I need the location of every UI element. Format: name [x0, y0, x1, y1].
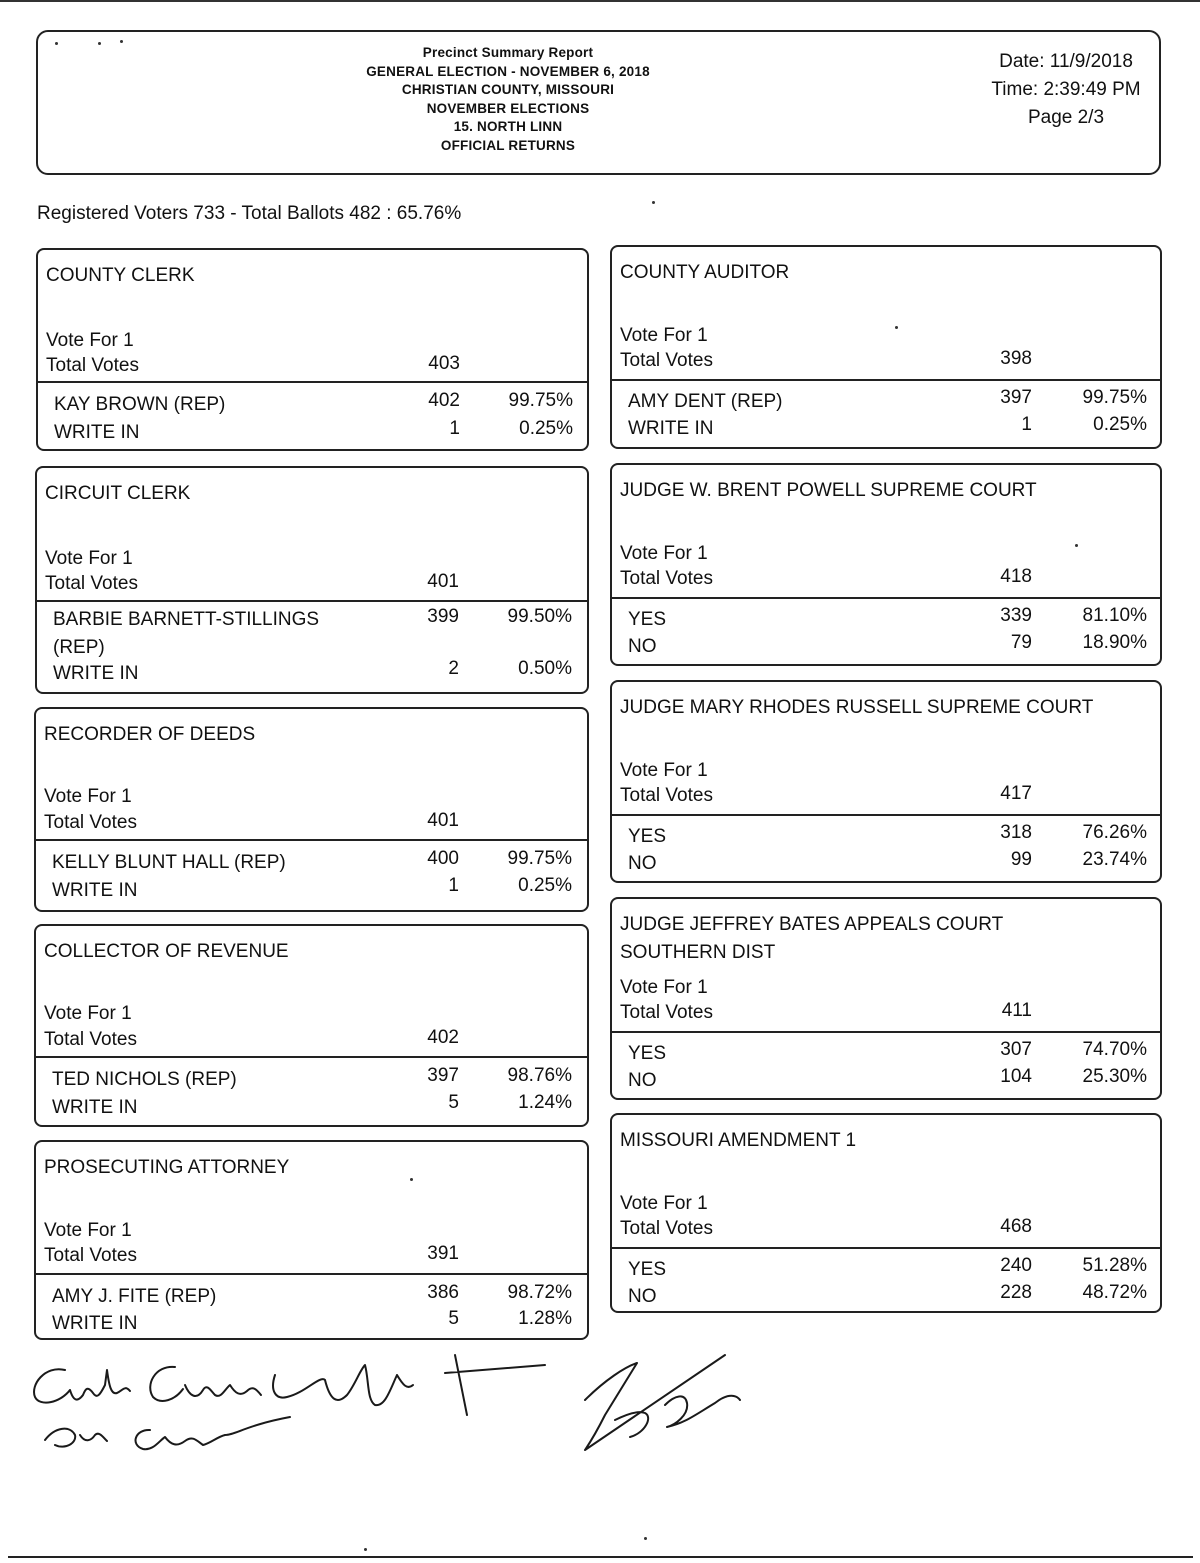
total-votes-label: Total Votes	[44, 1245, 137, 1266]
separator-line	[612, 1247, 1160, 1249]
candidate-percent: 23.74%	[1082, 849, 1147, 870]
total-votes-label: Total Votes	[620, 1002, 713, 1023]
candidate-percent: 99.75%	[508, 390, 573, 411]
page-number: Page 2/3	[1027, 107, 1105, 128]
scan-top-edge	[0, 0, 1200, 2]
race-judge-russell	[610, 680, 1162, 883]
race-title: COLLECTOR OF REVENUE	[44, 941, 289, 962]
total-votes-label: Total Votes	[620, 568, 713, 589]
race-prosecuting-attorney	[34, 1140, 589, 1340]
candidate-votes: 1	[448, 875, 459, 896]
candidate-percent: 25.30%	[1082, 1066, 1147, 1087]
separator-line	[612, 1031, 1160, 1033]
vote-for-label: Vote For 1	[620, 760, 708, 781]
precinct-name: 15. NORTH LINN	[453, 119, 563, 134]
total-votes-label: Total Votes	[620, 350, 713, 371]
separator-line	[37, 600, 587, 602]
candidate-votes: 397	[427, 1065, 459, 1086]
candidate-percent: 1.24%	[518, 1092, 572, 1113]
candidate-votes: 400	[427, 848, 459, 869]
total-votes-value: 403	[428, 353, 460, 374]
candidate-votes: 386	[427, 1282, 459, 1303]
candidate-name: KELLY BLUNT HALL (REP)	[52, 852, 286, 873]
scan-speck	[364, 1548, 367, 1551]
report-title-block	[338, 44, 678, 155]
scan-speck	[644, 1537, 647, 1540]
vote-for-label: Vote For 1	[620, 543, 708, 564]
returns-type: OFFICIAL RETURNS	[440, 137, 576, 153]
candidate-votes: 307	[1000, 1039, 1032, 1060]
race-circuit-clerk	[35, 466, 589, 694]
total-votes-value: 402	[427, 1027, 459, 1048]
candidate-name: WRITE IN	[52, 1097, 138, 1118]
candidate-name: TED NICHOLS (REP)	[52, 1069, 237, 1090]
total-votes-label: Total Votes	[620, 1218, 713, 1239]
race-title: PROSECUTING ATTORNEY	[44, 1157, 290, 1178]
candidate-percent: 74.70%	[1082, 1039, 1147, 1060]
candidate-name: NO	[628, 853, 657, 874]
separator-line	[36, 839, 587, 841]
scan-speck	[55, 42, 58, 45]
candidate-percent: 98.76%	[507, 1065, 572, 1086]
total-votes-value: 391	[427, 1243, 459, 1264]
race-judge-powell	[610, 463, 1162, 666]
candidate-percent: 0.25%	[1093, 414, 1147, 435]
candidate-name: YES	[628, 1043, 667, 1064]
race-title-line: SOUTHERN DIST	[620, 942, 776, 963]
separator-line	[612, 379, 1160, 381]
candidate-percent: 0.50%	[518, 658, 572, 679]
candidate-percent: 18.90%	[1082, 632, 1147, 653]
vote-for-label: Vote For 1	[620, 977, 708, 998]
registered-voters-summary: Registered Voters 733 - Total Ballots 482 : 65.76%	[37, 203, 462, 224]
race-title: CIRCUIT CLERK	[45, 483, 191, 504]
separator-line	[612, 597, 1160, 599]
race-recorder-of-deeds	[34, 707, 589, 912]
candidate-name: KAY BROWN (REP)	[54, 394, 226, 415]
report-time: Time: 2:39:49 PM	[991, 79, 1141, 100]
race-missouri-amendment-1	[610, 1113, 1162, 1313]
race-county-clerk	[36, 248, 589, 451]
candidate-votes: 240	[1000, 1255, 1032, 1276]
total-votes-value: 418	[1000, 566, 1032, 587]
separator-line	[612, 814, 1160, 816]
vote-for-label: Vote For 1	[46, 330, 134, 351]
candidate-votes: 2	[448, 658, 459, 679]
candidate-name: NO	[628, 1070, 657, 1091]
candidate-percent: 99.50%	[507, 606, 572, 627]
total-votes-label: Total Votes	[44, 812, 137, 833]
total-votes-label: Total Votes	[44, 1029, 137, 1050]
candidate-votes: 1	[449, 418, 460, 439]
vote-for-label: Vote For 1	[44, 1003, 132, 1024]
candidate-votes: 339	[1000, 605, 1032, 626]
candidate-name: AMY DENT (REP)	[628, 391, 783, 412]
report-header	[36, 30, 1161, 175]
total-votes-value: 401	[427, 571, 459, 592]
candidate-name: WRITE IN	[53, 663, 139, 684]
candidate-percent: 48.72%	[1082, 1282, 1147, 1303]
election-name: GENERAL ELECTION - NOVEMBER 6, 2018	[366, 63, 650, 79]
total-votes-value: 417	[1000, 783, 1032, 804]
candidate-percent: 98.72%	[507, 1282, 572, 1303]
total-votes-value: 398	[1000, 348, 1032, 369]
candidate-percent: 51.28%	[1082, 1255, 1147, 1276]
separator-line	[38, 381, 587, 383]
scan-speck	[652, 201, 655, 204]
scan-speck	[1075, 544, 1078, 547]
candidate-votes: 397	[1000, 387, 1032, 408]
total-votes-label: Total Votes	[620, 785, 713, 806]
candidate-name: WRITE IN	[628, 418, 714, 439]
candidate-name: NO	[628, 1286, 657, 1307]
race-title: JUDGE MARY RHODES RUSSELL SUPREME COURT	[620, 697, 1094, 718]
race-title	[620, 911, 1146, 967]
candidate-name: NO	[628, 636, 657, 657]
total-votes-value: 401	[427, 810, 459, 831]
candidate-percent: 0.25%	[519, 418, 573, 439]
candidate-name: WRITE IN	[52, 880, 138, 901]
county-name: CHRISTIAN COUNTY, MISSOURI	[401, 82, 615, 97]
candidate-name: YES	[628, 1259, 667, 1280]
vote-for-label: Vote For 1	[620, 325, 708, 346]
vote-for-label: Vote For 1	[620, 1193, 708, 1214]
race-title: RECORDER OF DEEDS	[44, 724, 256, 745]
total-votes-label: Total Votes	[45, 573, 138, 594]
race-collector-of-revenue	[34, 924, 589, 1127]
candidate-name: BARBIE BARNETT-STILLINGS	[53, 609, 320, 630]
race-title-line: JUDGE JEFFREY BATES APPEALS COURT	[620, 914, 1004, 935]
candidate-votes: 99	[1010, 849, 1032, 870]
candidate-votes: 79	[1010, 632, 1032, 653]
candidate-name: YES	[628, 609, 667, 630]
candidate-percent: 76.26%	[1082, 822, 1147, 843]
report-title: Precinct Summary Report	[422, 45, 594, 60]
candidate-percent: 99.75%	[507, 848, 572, 869]
scan-speck	[410, 1178, 413, 1181]
scan-speck	[895, 326, 898, 329]
total-votes-value: 468	[1000, 1216, 1032, 1237]
candidate-name: WRITE IN	[54, 422, 140, 443]
scan-speck	[120, 40, 123, 43]
total-votes-label: Total Votes	[46, 355, 139, 376]
race-title: COUNTY AUDITOR	[620, 262, 790, 283]
separator-line	[36, 1056, 587, 1058]
report-meta	[981, 48, 1151, 132]
vote-for-label: Vote For 1	[44, 1220, 132, 1241]
candidate-party: (REP)	[53, 637, 105, 658]
race-title: MISSOURI AMENDMENT 1	[620, 1130, 857, 1151]
candidate-votes: 399	[427, 606, 459, 627]
race-title: COUNTY CLERK	[46, 265, 195, 286]
candidate-percent: 1.28%	[518, 1308, 572, 1329]
scan-speck	[98, 42, 101, 45]
race-county-auditor	[610, 245, 1162, 449]
candidate-votes: 1	[1021, 414, 1032, 435]
report-date: Date: 11/9/2018	[999, 51, 1133, 72]
candidate-votes: 318	[1000, 822, 1032, 843]
candidate-percent: 0.25%	[518, 875, 572, 896]
vote-for-label: Vote For 1	[44, 786, 132, 807]
candidate-name: WRITE IN	[52, 1313, 138, 1334]
candidate-percent: 81.10%	[1082, 605, 1147, 626]
race-title: JUDGE W. BRENT POWELL SUPREME COURT	[620, 480, 1037, 501]
separator-line	[36, 1273, 587, 1275]
total-votes-value: 411	[1001, 1000, 1032, 1021]
handwritten-signatures	[25, 1345, 765, 1465]
candidate-votes: 5	[448, 1092, 459, 1113]
election-group: NOVEMBER ELECTIONS	[426, 100, 590, 116]
scan-bottom-edge	[8, 1556, 1193, 1558]
candidate-name: YES	[628, 826, 667, 847]
candidate-name: AMY J. FITE (REP)	[52, 1286, 217, 1307]
candidate-votes: 5	[448, 1308, 459, 1329]
candidate-votes: 104	[1000, 1066, 1032, 1087]
candidate-votes: 402	[428, 390, 460, 411]
vote-for-label: Vote For 1	[45, 548, 133, 569]
candidate-percent: 99.75%	[1082, 387, 1147, 408]
race-judge-bates	[610, 897, 1162, 1100]
candidate-votes: 228	[1000, 1282, 1032, 1303]
